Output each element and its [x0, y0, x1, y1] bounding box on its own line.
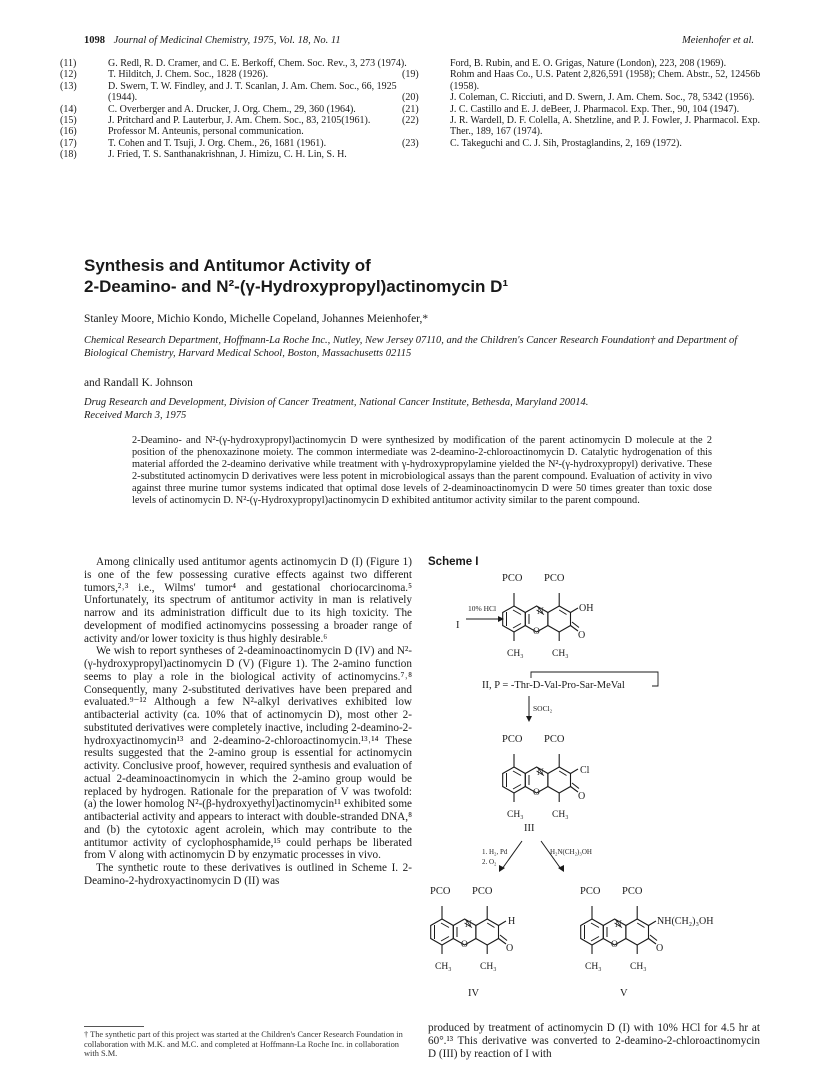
ring-n: N	[537, 768, 544, 778]
ring-o: O	[533, 627, 540, 637]
reference-text: J. Coleman, C. Ricciuti, and D. Swern, J. Am. Chem. Soc., 78, 5342 (1956).	[450, 92, 755, 104]
title-line-1: Synthesis and Antitumor Activity of	[84, 256, 371, 275]
page-number: 1098	[84, 35, 105, 46]
reference-text: C. Takeguchi and C. J. Sih, Prostaglandins, 2, 169 (1972).	[450, 137, 682, 149]
reference-text: T. Hilditch, J. Chem. Soc., 1828 (1926).	[108, 69, 269, 81]
article-title	[84, 255, 704, 297]
affiliation-2	[84, 397, 764, 422]
reference-entry	[60, 80, 414, 104]
ring-o: O	[611, 940, 618, 950]
author-list: Stanley Moore, Michio Kondo, Michelle Copeland, Johannes Meienhofer,*	[84, 313, 429, 325]
reference-entry	[402, 92, 762, 104]
carbonyl-o: O	[656, 943, 664, 954]
methyl-label: CH₃	[507, 810, 524, 820]
body-paragraph-1: Among clinically used antitumor agents actinomycin D (I) (Figure 1) is one of the few possessing curative effects against two different tumors,²˒³ i.e., Wilms' tumor⁴ and gestational choriocarcinoma.⁵ Unfortunately, its spectrum of antitumor activity in man is relatively narrow and its administration difficult due to its high toxicity. The development of modified actinomycins possessing a broader range of activity and/or lower toxicity is thus highly desirable.⁶	[84, 556, 412, 645]
abstract: 2-Deamino- and N²-(γ-hydroxypropyl)actinomycin D were synthesized by modification of the parent actinomycin D molecule at the 2 position of the phenoxazinone moiety. The common intermediate was 2-deamino-2-chloroactinomycin D. Catalytic hydrogenation of this material afforded the 2-deamino derivative while treatment with γ-hydroxypropylamine yielded the N²-(γ-hydroxypropyl) derivative. These 2-substituted actinomycin D derivatives were less potent in microbiological assays than the parent compound. Evaluation of activity in vivo against three murine tumor systems indicated that optimal dose levels of 2-deaminoactinomycin D were 50 times greater than toxic dose levels of actinomycin D. N²-(γ-Hydroxypropyl)actinomycin D exhibited antitumor activity similar to the parent compound.	[132, 435, 712, 507]
carbonyl-o: O	[578, 630, 586, 641]
reference-number: (12)	[60, 69, 77, 81]
ring-o: O	[461, 940, 468, 950]
reference-text: J. Fried, T. S. Santhanakrishnan, J. Himizu, C. H. Lin, S. H.	[108, 149, 347, 161]
reference-text: Rohm and Haas Co., U.S. Patent 2,826,591 (1958); Chem. Abstr., 52, 12456b (1958).	[450, 69, 761, 92]
methyl-label: CH₃	[630, 962, 647, 972]
reference-entry	[402, 137, 762, 149]
affiliation: Chemical Research Department, Hoffmann-La Roche Inc., Nutley, New Jersey 07110, and the Children's Cancer Research Foundation† and Department of Biological Chemistry, Harvard Medical School, Boston, Massachusetts 02115	[84, 335, 738, 359]
pco-label: PCO	[502, 573, 523, 584]
pco-label: PCO	[580, 886, 601, 897]
reference-text: G. Redl, R. D. Cramer, and C. E. Berkoff, Chem. Soc. Rev., 3, 273 (1974).	[108, 58, 407, 69]
pco-label: PCO	[544, 573, 565, 584]
reaction-arrowhead	[526, 716, 532, 722]
reference-entry	[60, 137, 414, 149]
start-compound-label: I	[456, 620, 460, 631]
methyl-label: CH₃	[552, 810, 569, 820]
methyl-label: CH₃	[507, 649, 524, 659]
reference-text: J. Pritchard and P. Lauterbur, J. Am. Chem. Soc., 83, 2105(1961).	[108, 115, 371, 127]
reference-number: (20)	[402, 92, 419, 104]
reference-text: T. Cohen and T. Tsuji, J. Org. Chem., 26, 1681 (1961).	[108, 137, 327, 149]
reagent-amine: H₂N(CH₂)₃OH	[550, 848, 592, 856]
reference-number: (17)	[60, 137, 77, 149]
ring-n: N	[537, 607, 544, 617]
pco-label: PCO	[502, 734, 523, 745]
body-left-column	[84, 556, 412, 888]
substituent-amine: NH(CH₂)₃OH	[657, 916, 714, 927]
pco-label: PCO	[472, 886, 493, 897]
reference-text: D. Swern, T. W. Findley, and J. T. Scanlan, J. Am. Chem. Soc., 66, 1925 (1944).	[108, 80, 397, 104]
reagent-o2: 2. O₂	[482, 858, 497, 866]
scheme-diagram	[428, 566, 758, 1027]
scheme-svg	[428, 566, 758, 1022]
reference-entry	[60, 126, 414, 138]
reference-number: (23)	[402, 137, 419, 149]
additional-author: and Randall K. Johnson	[84, 377, 193, 389]
pco-label: PCO	[622, 886, 643, 897]
reference-text: J. R. Wardell, D. F. Colella, A. Shetzline, and P. J. Fowler, J. Pharmacol. Exp. Ther., 189, 167 (1974).	[450, 115, 761, 138]
reference-entry	[426, 58, 762, 69]
body-right-column: produced by treatment of actinomycin D (I) with 10% HCl for 4.5 hr at 60°.¹³ This derivative was converted to 2-deamino-2-chloroactinomycin D (III) by reaction of I with	[428, 1022, 760, 1060]
peptide-definition: II, P = -Thr-D-Val-Pro-Sar-MeVal	[482, 680, 625, 691]
compound-iv-label: IV	[468, 988, 480, 999]
reference-number: (18)	[60, 149, 77, 161]
ring-n: N	[615, 920, 622, 930]
reference-number: (11)	[60, 58, 77, 69]
substituent-oh: OH	[579, 603, 594, 614]
reference-text: Ford, B. Rubin, and E. O. Grigas, Nature (London), 223, 208 (1969).	[450, 58, 727, 69]
running-head: Meienhofer et al.	[681, 35, 754, 46]
reference-number: (22)	[402, 115, 419, 127]
scheme-title: Scheme I	[428, 556, 479, 568]
carbonyl-o: O	[506, 943, 514, 954]
reference-entry	[402, 69, 762, 92]
reference-entry	[60, 69, 414, 81]
methyl-label: CH₃	[480, 962, 497, 972]
pco-label: PCO	[544, 734, 565, 745]
methyl-label: CH₃	[585, 962, 602, 972]
substituent-h: H	[508, 916, 516, 927]
page-header	[84, 35, 341, 46]
pco-label: PCO	[430, 886, 451, 897]
ring-o: O	[533, 788, 540, 798]
reference-entry	[60, 58, 414, 69]
reference-entry	[60, 149, 414, 161]
reagent-socl2: SOCl₂	[533, 704, 553, 713]
journal-citation: Journal of Medicinal Chemistry, 1975, Vol. 18, No. 11	[113, 35, 341, 46]
reference-entry	[60, 115, 414, 127]
references-right	[402, 58, 762, 149]
reference-number: (16)	[60, 126, 77, 138]
body-paragraph-2: We wish to report syntheses of 2-deaminoactinomycin D (IV) and N²-(γ-hydroxypropyl)actinomycin D (V) (Figure 1). The 2-amino function seems to play a role in the biological activity of actinomycins.⁷˒⁸ Consequently, many 2-substituted derivatives have been prepared and evaluated.⁹⁻¹² Although a few N²-alkyl derivatives exhibited low antibacterial activity (ca. 10% that of actinomycin D), most other 2-substituted derivatives were completely inactive, including 2-deamino-2-hydroxyactinomycin¹³ and 2-deamino-2-chloroactinomycin.¹³˒¹⁴ These results suggested that the 2-amino group is essential for actinomycin activity. Conclusive proof, however, required synthesis and evaluation of actual 2-deaminoactinomycin in which the 2-amino group would be replaced by hydrogen. Rationale for the preparation of V was twofold: (a) the lower homolog N²-(β-hydroxyethyl)actinomycin¹¹ exhibited some antibacterial activity and appears to interact with double-stranded DNA,⁸ and (b) the cytotoxic agent acrolein, which may contribute to the antitumor activity of cyclophosphamide,¹⁵ could perhaps be liberated from V along with actinomycin D by enzymatic processes in vivo.	[84, 645, 412, 862]
reference-number: (19)	[402, 69, 419, 81]
reagent-h2-pd: 1. H₂, Pd	[482, 848, 508, 856]
compound-iii-label: III	[524, 823, 535, 834]
footnote-rule	[84, 1026, 144, 1027]
reference-entry	[402, 115, 762, 138]
reference-text: J. C. Castillo and E. J. deBeer, J. Pharmacol. Exp. Ther., 90, 104 (1947).	[450, 103, 740, 115]
reference-number: (14)	[60, 103, 77, 115]
received-date: Received March 3, 1975	[84, 409, 187, 421]
reference-entry	[60, 103, 414, 115]
reference-entry	[402, 103, 762, 115]
reagent-hcl: 10% HCl	[468, 604, 497, 613]
methyl-label: CH₃	[435, 962, 452, 972]
body-paragraph-3: The synthetic route to these derivatives is outlined in Scheme I. 2-Deamino-2-hydroxyactinomycin D (II) was	[84, 862, 412, 887]
compound-v-label: V	[620, 988, 628, 999]
substituent-cl: Cl	[580, 765, 590, 776]
title-line-2: 2-Deamino- and N²-(γ-Hydroxypropyl)actinomycin D¹	[84, 277, 509, 296]
affiliation-nci: Drug Research and Development, Division of Cancer Treatment, National Cancer Institute, Bethesda, Maryland 20014.	[84, 397, 589, 408]
methyl-label: CH₃	[552, 649, 569, 659]
references-left	[60, 58, 414, 161]
reference-number: (21)	[402, 103, 419, 115]
reference-text: C. Overberger and A. Drucker, J. Org. Chem., 29, 360 (1964).	[108, 103, 356, 115]
reference-number: (13)	[60, 80, 77, 92]
carbonyl-o: O	[578, 791, 586, 802]
reference-text: Professor M. Anteunis, personal communication.	[108, 126, 304, 138]
ring-n: N	[465, 920, 472, 930]
reference-number: (15)	[60, 115, 77, 127]
footnote: † The synthetic part of this project was started at the Children's Cancer Research Foundation in collaboration with M.K. and M.C. and completed at Hoffmann-La Roche Inc. in collaboration with S.M.	[84, 1030, 403, 1059]
